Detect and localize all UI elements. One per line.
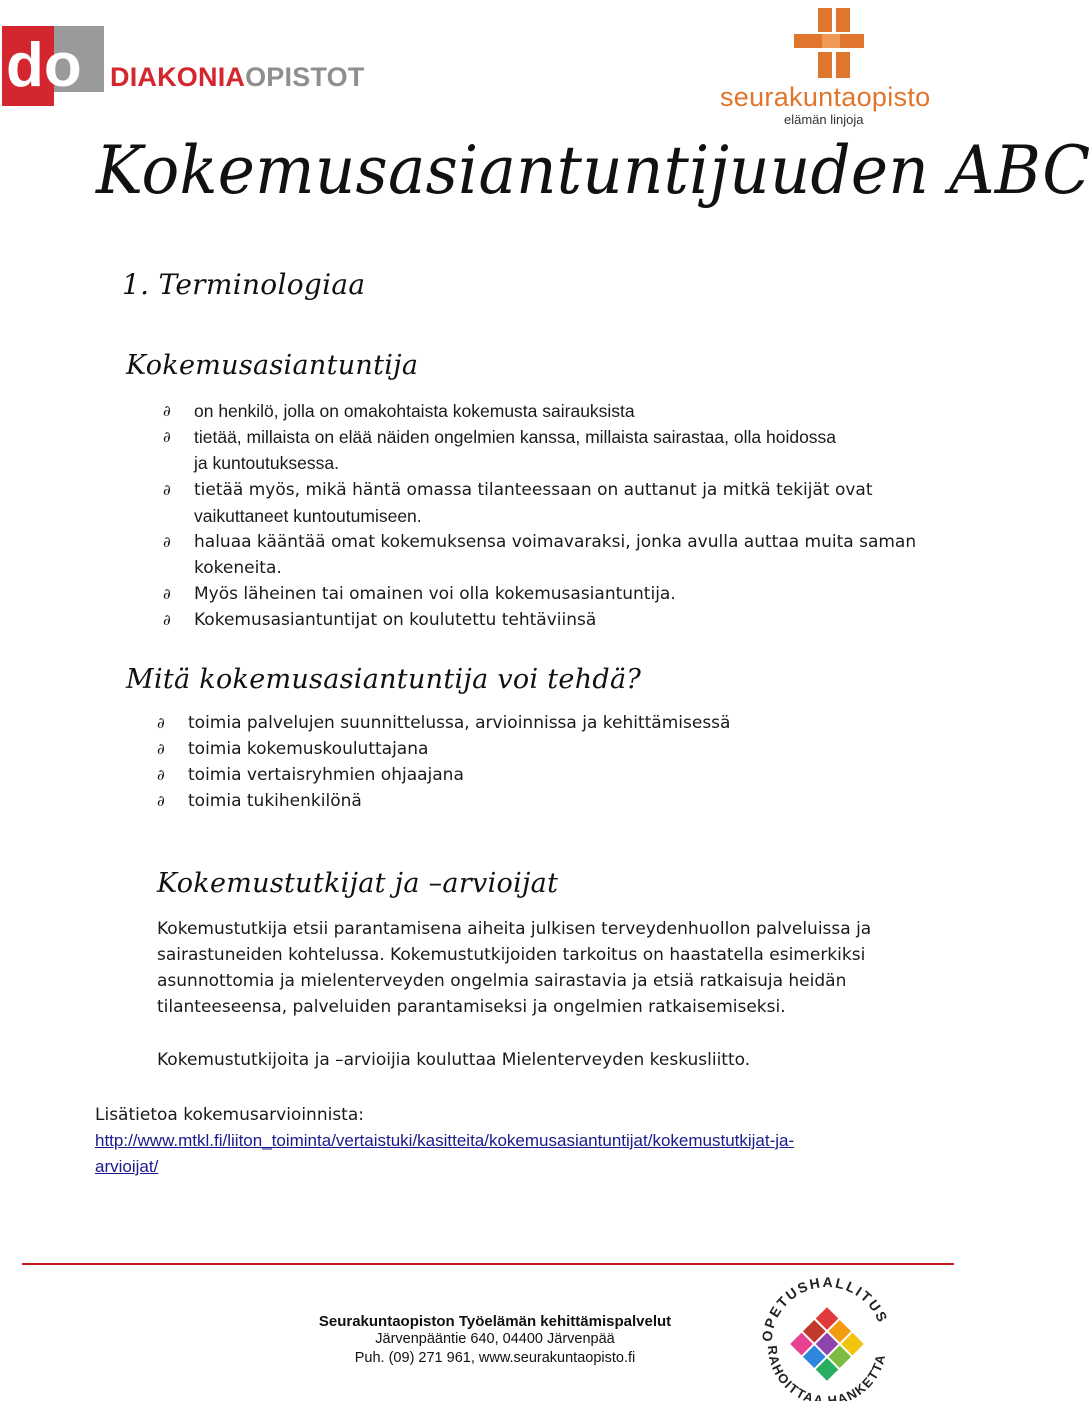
footer-divider <box>22 1263 954 1265</box>
svg-text:OPETUSHALLITUS <box>759 1276 892 1342</box>
heading-mita-voi-tehda: Mitä kokemusasiantuntija voi tehdä? <box>126 664 642 695</box>
bullet-icon: ∂ <box>163 428 171 446</box>
badge-text-top: OPETUSHALLITUS <box>758 1276 892 1343</box>
list-item-continuation: ja kuntoutuksessa. <box>194 453 339 473</box>
badge-text-bottom: RAHOITTAA HANKETTA <box>764 1344 889 1401</box>
list-item-continuation: vaikuttaneet kuntoutumiseen. <box>194 506 422 526</box>
cross-icon <box>712 4 952 84</box>
list-item: Kokemusasiantuntijat on koulutettu tehtäviinsä <box>194 610 597 630</box>
seurakuntaopisto-logo <box>712 4 952 130</box>
info-label: Lisätietoa kokemusarvioinnista: <box>95 1105 364 1125</box>
opetushallitus-badge-icon <box>752 1276 902 1401</box>
bullet-icon: ∂ <box>163 402 171 420</box>
list-item: toimia tukihenkilönä <box>188 791 362 811</box>
bullet-icon: ∂ <box>157 714 165 732</box>
info-link-line2[interactable]: arvioijat/ <box>95 1157 159 1176</box>
footer-organization: Seurakuntaopiston Työelämän kehittämispalvelut <box>318 1313 672 1330</box>
brand-part1: DIAKONIA <box>110 62 246 92</box>
footer-contact: Puh. (09) 271 961, www.seurakuntaopisto.fi <box>354 1350 636 1366</box>
info-link-line1[interactable]: http://www.mtkl.fi/liiton_toiminta/vertaistuki/kasitteita/kokemusasiantuntijat/kokemustutkijat-ja- <box>95 1131 795 1150</box>
list-item: haluaa kääntää omat kokemuksensa voimavaraksi, jonka avulla auttaa muita saman <box>194 532 917 552</box>
heading-kokemustutkijat: Kokemustutkijat ja –arvioijat <box>157 868 559 899</box>
paragraph-line: sairastuneiden kohtelussa. Kokemustutkijoiden tarkoitus on haastatella esimerkiksi <box>157 945 866 965</box>
list-item-continuation: kokeneita. <box>194 558 282 578</box>
paragraph-line: tilanteeseensa, palveluiden parantamiseksi ja ongelmien ratkaisemiseksi. <box>157 997 786 1017</box>
footer-address: Järvenpääntie 640, 04400 Järvenpää <box>375 1331 615 1347</box>
brand-part2: OPISTOT <box>245 62 365 92</box>
seura-wordmark: seurakuntaopisto <box>720 82 931 112</box>
bullet-icon: ∂ <box>163 611 171 629</box>
bullet-icon: ∂ <box>163 585 171 603</box>
diakonia-logo <box>2 22 365 108</box>
tutkijat-paragraph-2: Kokemustutkijoita ja –arvioijia kouluttaa Mielenterveyden keskusliitto. <box>157 1050 751 1070</box>
list-item: Myös läheinen tai omainen voi olla kokemusasiantuntija. <box>194 584 676 604</box>
bullet-icon: ∂ <box>163 481 171 499</box>
list-item: toimia kokemuskouluttajana <box>188 739 429 759</box>
bullet-icon: ∂ <box>157 740 165 758</box>
section-heading-terminologiaa: 1. Terminologiaa <box>122 268 366 301</box>
paragraph-line: Kokemustutkija etsii parantamisena aiheita julkisen terveydenhuollon palveluissa ja <box>157 919 872 939</box>
list-item: toimia palvelujen suunnittelussa, arvioinnissa ja kehittämisessä <box>188 713 731 733</box>
paragraph-line: asunnottomia ja mielenterveyden ongelmia sairastavia ja etsiä ratkaisuja heidän <box>157 971 847 991</box>
heading-kokemusasiantuntija: Kokemusasiantuntija <box>126 350 419 381</box>
bullet-icon: ∂ <box>157 792 165 810</box>
list-item: tietää myös, mikä häntä omassa tilanteessaan on auttanut ja mitkä tekijät ovat <box>194 480 873 500</box>
seura-slogan: elämän linjoja <box>784 112 864 127</box>
list-item: on henkilö, jolla on omakohtaista kokemusta sairauksista <box>194 401 635 421</box>
list-item: toimia vertaisryhmien ohjaajana <box>188 765 464 785</box>
document-title: Kokemusasiantuntijuuden ABC <box>96 132 1091 209</box>
monogram-text: do <box>6 31 82 100</box>
diakonia-monogram-icon <box>2 22 106 108</box>
opetushallitus-logo <box>752 1276 902 1401</box>
info-link[interactable] <box>95 1128 794 1180</box>
list-item: tietää, millaista on elää näiden ongelmien kanssa, millaista sairastaa, olla hoidossa <box>194 427 837 447</box>
diakonia-wordmark <box>110 62 365 93</box>
bullet-icon: ∂ <box>157 766 165 784</box>
bullet-icon: ∂ <box>163 533 171 551</box>
tutkijat-paragraph <box>157 916 897 1020</box>
